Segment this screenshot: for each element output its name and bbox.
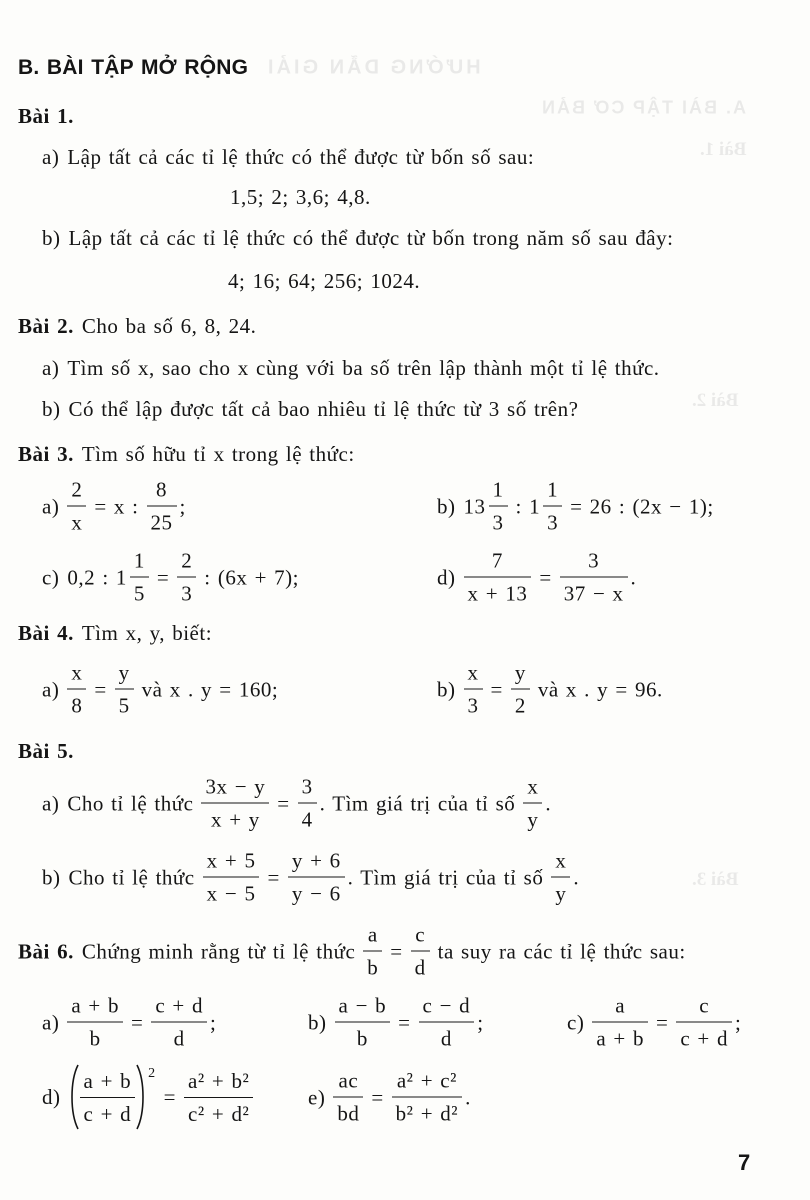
item-label: e) xyxy=(308,1085,326,1109)
fraction xyxy=(464,547,532,608)
bleed-through-bai1: Bài 1. xyxy=(700,139,747,160)
item-label: a) xyxy=(42,145,60,169)
exercise-1b-numbers: 4; 16; 64; 256; 1024. xyxy=(228,269,421,293)
item-label: d) xyxy=(437,565,456,589)
denominator: y xyxy=(555,881,567,906)
numerator: 8 xyxy=(147,476,177,507)
numerator: 2 xyxy=(177,547,196,578)
numerator: a xyxy=(363,921,382,952)
fraction xyxy=(298,773,317,834)
equation-middle: = xyxy=(267,865,280,889)
fraction xyxy=(392,1067,462,1128)
exercise-1b xyxy=(42,224,673,252)
fraction xyxy=(177,547,196,608)
numerator: x xyxy=(551,847,570,878)
denominator: x + y xyxy=(210,807,260,832)
numerator: y xyxy=(115,659,134,690)
denominator: d xyxy=(173,1026,185,1051)
numerator: 2 xyxy=(67,476,86,507)
numerator: c + d xyxy=(151,992,207,1023)
fraction xyxy=(489,476,508,537)
section-title: B. BÀI TẬP MỞ RỘNG xyxy=(18,56,249,79)
item-text: Lập tất cả các tỉ lệ thức có thể được từ bốn trong năm số sau đây: xyxy=(68,226,674,250)
bleed-through-subheading: A. BÀI TẬP CƠ BẢN xyxy=(540,97,747,118)
fraction xyxy=(184,1067,253,1128)
fraction xyxy=(333,1067,363,1128)
equation-end: . xyxy=(545,791,552,815)
exercise-6b xyxy=(308,992,484,1053)
denominator: d xyxy=(440,1026,452,1051)
denominator: 5 xyxy=(118,693,130,718)
numerator: c − d xyxy=(419,992,475,1023)
right-paren-shape xyxy=(135,1064,146,1130)
denominator: b xyxy=(89,1026,101,1051)
exercise-3-intro: Tìm số hữu tỉ x trong lệ thức: xyxy=(81,442,355,466)
item-label: d) xyxy=(42,1085,61,1109)
numerator: 3 xyxy=(560,547,628,578)
exercise-3-heading xyxy=(18,440,355,468)
left-paren xyxy=(69,1064,80,1130)
denominator: y − 6 xyxy=(291,881,341,906)
denominator: 2 xyxy=(514,693,526,718)
denominator: 4 xyxy=(301,807,313,832)
item-text: Có thể lập được tất cả bao nhiêu tỉ lệ thức từ 3 số trên? xyxy=(68,397,579,421)
denominator: b xyxy=(367,955,379,980)
exercise-3d xyxy=(437,547,636,608)
equation-middle: = xyxy=(94,677,107,701)
bleed-through-bai3: Bài 3. xyxy=(692,869,739,890)
equation-middle: = xyxy=(656,1010,669,1034)
exercise-4-title: Bài 4. xyxy=(18,621,74,645)
numerator: 3x − y xyxy=(201,773,269,804)
numerator: x xyxy=(67,659,86,690)
denominator: c + d xyxy=(83,1101,132,1126)
exercise-5a xyxy=(42,773,551,834)
equation-middle: = xyxy=(277,791,290,815)
item-label: b) xyxy=(42,865,61,889)
denominator: d xyxy=(414,955,426,980)
item-label: b) xyxy=(42,397,61,421)
denominator: 3 xyxy=(547,510,559,535)
item-label: a) xyxy=(42,1010,60,1034)
fraction xyxy=(523,773,542,834)
exercise-2-intro: Cho ba số 6, 8, 24. xyxy=(81,314,257,338)
fraction xyxy=(203,847,260,908)
exercise-3-title: Bài 3. xyxy=(18,442,74,466)
fraction xyxy=(67,476,86,537)
equation-middle: = xyxy=(490,677,503,701)
fraction xyxy=(115,659,134,720)
numerator: x + 5 xyxy=(203,847,260,878)
numerator: a² + c² xyxy=(392,1067,462,1098)
exercise-1a xyxy=(42,143,534,171)
numerator: a + b xyxy=(67,992,123,1023)
numerator: 7 xyxy=(464,547,532,578)
equation-end: = 26 : (2x − 1); xyxy=(570,494,714,518)
numerator: a² + b² xyxy=(184,1067,253,1098)
numerator: y + 6 xyxy=(288,847,345,878)
fraction xyxy=(130,547,149,608)
item-label: a) xyxy=(42,356,60,380)
item-text: Cho tỉ lệ thức xyxy=(67,791,194,815)
fraction xyxy=(419,992,475,1053)
equation-middle: = xyxy=(371,1085,384,1109)
denominator: 3 xyxy=(492,510,504,535)
exercise-6e xyxy=(308,1067,471,1128)
equation-end: và x . y = 160; xyxy=(141,677,279,701)
numerator: 1 xyxy=(489,476,508,507)
denominator: x xyxy=(71,510,83,535)
equation-end: ; xyxy=(735,1010,742,1034)
exercise-6c xyxy=(567,992,741,1053)
fraction xyxy=(411,921,430,982)
numerator: c xyxy=(411,921,430,952)
equation-end: . xyxy=(573,865,580,889)
numerator: a + b xyxy=(80,1067,136,1098)
bleed-through-bai2: Bài 2. xyxy=(692,390,739,411)
fraction xyxy=(80,1067,136,1128)
equation-end: và x . y = 96. xyxy=(537,677,663,701)
exercise-2-title: Bài 2. xyxy=(18,314,74,338)
item-label: b) xyxy=(437,494,456,518)
item-text: Tìm số x, sao cho x cùng với ba số trên lập thành một tỉ lệ thức. xyxy=(67,356,660,380)
denominator: c + d xyxy=(680,1026,729,1051)
equation-middle: = xyxy=(156,565,170,589)
left-paren-shape xyxy=(69,1064,80,1130)
equation-end: : (6x + 7); xyxy=(204,565,300,589)
equation-middle: = xyxy=(390,939,403,963)
fraction xyxy=(592,992,648,1053)
exercise-4-intro: Tìm x, y, biết: xyxy=(81,621,213,645)
numerator: c xyxy=(676,992,732,1023)
exercise-6-outro: ta suy ra các tỉ lệ thức sau: xyxy=(437,939,686,963)
denominator: c² + d² xyxy=(188,1101,250,1126)
exercise-2a xyxy=(42,354,660,382)
equation-middle: = x : xyxy=(94,494,139,518)
exercise-4a xyxy=(42,659,278,720)
denominator: 5 xyxy=(133,581,145,606)
equation-middle: = xyxy=(131,1010,144,1034)
denominator: a + b xyxy=(596,1026,644,1051)
equation-end: ; xyxy=(477,1010,484,1034)
fraction xyxy=(560,547,628,608)
fraction xyxy=(551,847,570,908)
equation-end: . xyxy=(630,565,637,589)
fraction xyxy=(67,659,86,720)
exercise-6-intro: Chứng minh rằng từ tỉ lệ thức xyxy=(81,939,356,963)
item-text: . Tìm giá trị của tỉ số xyxy=(319,791,516,815)
mixed-whole: 13 xyxy=(463,494,486,518)
fraction xyxy=(67,992,123,1053)
item-label: b) xyxy=(308,1010,327,1034)
fraction xyxy=(288,847,345,908)
numerator: x xyxy=(523,773,542,804)
exercise-2-heading xyxy=(18,312,256,340)
fraction xyxy=(464,659,483,720)
item-text: Cho tỉ lệ thức xyxy=(68,865,195,889)
denominator: b² + d² xyxy=(395,1101,459,1126)
exercise-5-title: Bài 5. xyxy=(18,739,74,763)
fraction xyxy=(151,992,207,1053)
numerator: ac xyxy=(333,1067,363,1098)
item-label: b) xyxy=(42,226,61,250)
denominator: 3 xyxy=(467,693,479,718)
fraction xyxy=(363,921,382,982)
numerator: a xyxy=(592,992,648,1023)
exercise-1-title: Bài 1. xyxy=(18,104,74,128)
exercise-3c xyxy=(42,547,299,608)
item-label: c) xyxy=(42,565,60,589)
exercise-5b xyxy=(42,847,579,908)
item-label: a) xyxy=(42,791,60,815)
exercise-4b xyxy=(437,659,663,720)
exercise-6-title: Bài 6. xyxy=(18,939,74,963)
item-label: b) xyxy=(437,677,456,701)
numerator: 1 xyxy=(130,547,149,578)
fraction xyxy=(201,773,269,834)
equation-end: ; xyxy=(210,1010,217,1034)
exercise-6a xyxy=(42,992,216,1053)
denominator: 25 xyxy=(150,510,173,535)
denominator: 8 xyxy=(71,693,83,718)
equation-middle: = xyxy=(398,1010,411,1034)
exercise-3a xyxy=(42,476,186,537)
exercise-1a-numbers: 1,5; 2; 3,6; 4,8. xyxy=(230,185,371,209)
equation-end: . xyxy=(465,1085,471,1109)
denominator: 37 − x xyxy=(563,581,624,606)
denominator: 3 xyxy=(181,581,193,606)
exponent: 2 xyxy=(148,1066,156,1081)
fraction xyxy=(511,659,530,720)
item-label: c) xyxy=(567,1010,585,1034)
exercise-4-heading xyxy=(18,619,212,647)
equation-middle: = xyxy=(163,1085,177,1109)
item-label: a) xyxy=(42,677,60,701)
page-number: 7 xyxy=(738,1150,751,1175)
fraction xyxy=(676,992,732,1053)
equation-middle: = xyxy=(539,565,552,589)
equation-start: 0,2 : 1 xyxy=(67,565,127,589)
fraction xyxy=(335,992,391,1053)
item-label: a) xyxy=(42,494,60,518)
numerator: 3 xyxy=(298,773,317,804)
equation-middle: : 1 xyxy=(515,494,541,518)
denominator: x + 13 xyxy=(467,581,528,606)
exercise-2b xyxy=(42,395,578,423)
equation-end: ; xyxy=(179,494,186,518)
item-text: . Tìm giá trị của tỉ số xyxy=(347,865,544,889)
numerator: y xyxy=(511,659,530,690)
denominator: b xyxy=(356,1026,368,1051)
exercise-6d xyxy=(42,1064,253,1130)
bleed-through-heading: HƯỚNG DẪN GIẢI xyxy=(265,56,481,79)
fraction xyxy=(147,476,177,537)
right-paren xyxy=(135,1064,146,1130)
fraction xyxy=(543,476,562,537)
numerator: x xyxy=(464,659,483,690)
denominator: bd xyxy=(337,1101,360,1126)
numerator: 1 xyxy=(543,476,562,507)
numerator: a − b xyxy=(335,992,391,1023)
denominator: y xyxy=(527,807,539,832)
exercise-6-heading xyxy=(18,921,686,982)
exercise-3b xyxy=(437,476,714,537)
item-text: Lập tất cả các tỉ lệ thức có thể được từ bốn số sau: xyxy=(67,145,535,169)
denominator: x − 5 xyxy=(206,881,256,906)
